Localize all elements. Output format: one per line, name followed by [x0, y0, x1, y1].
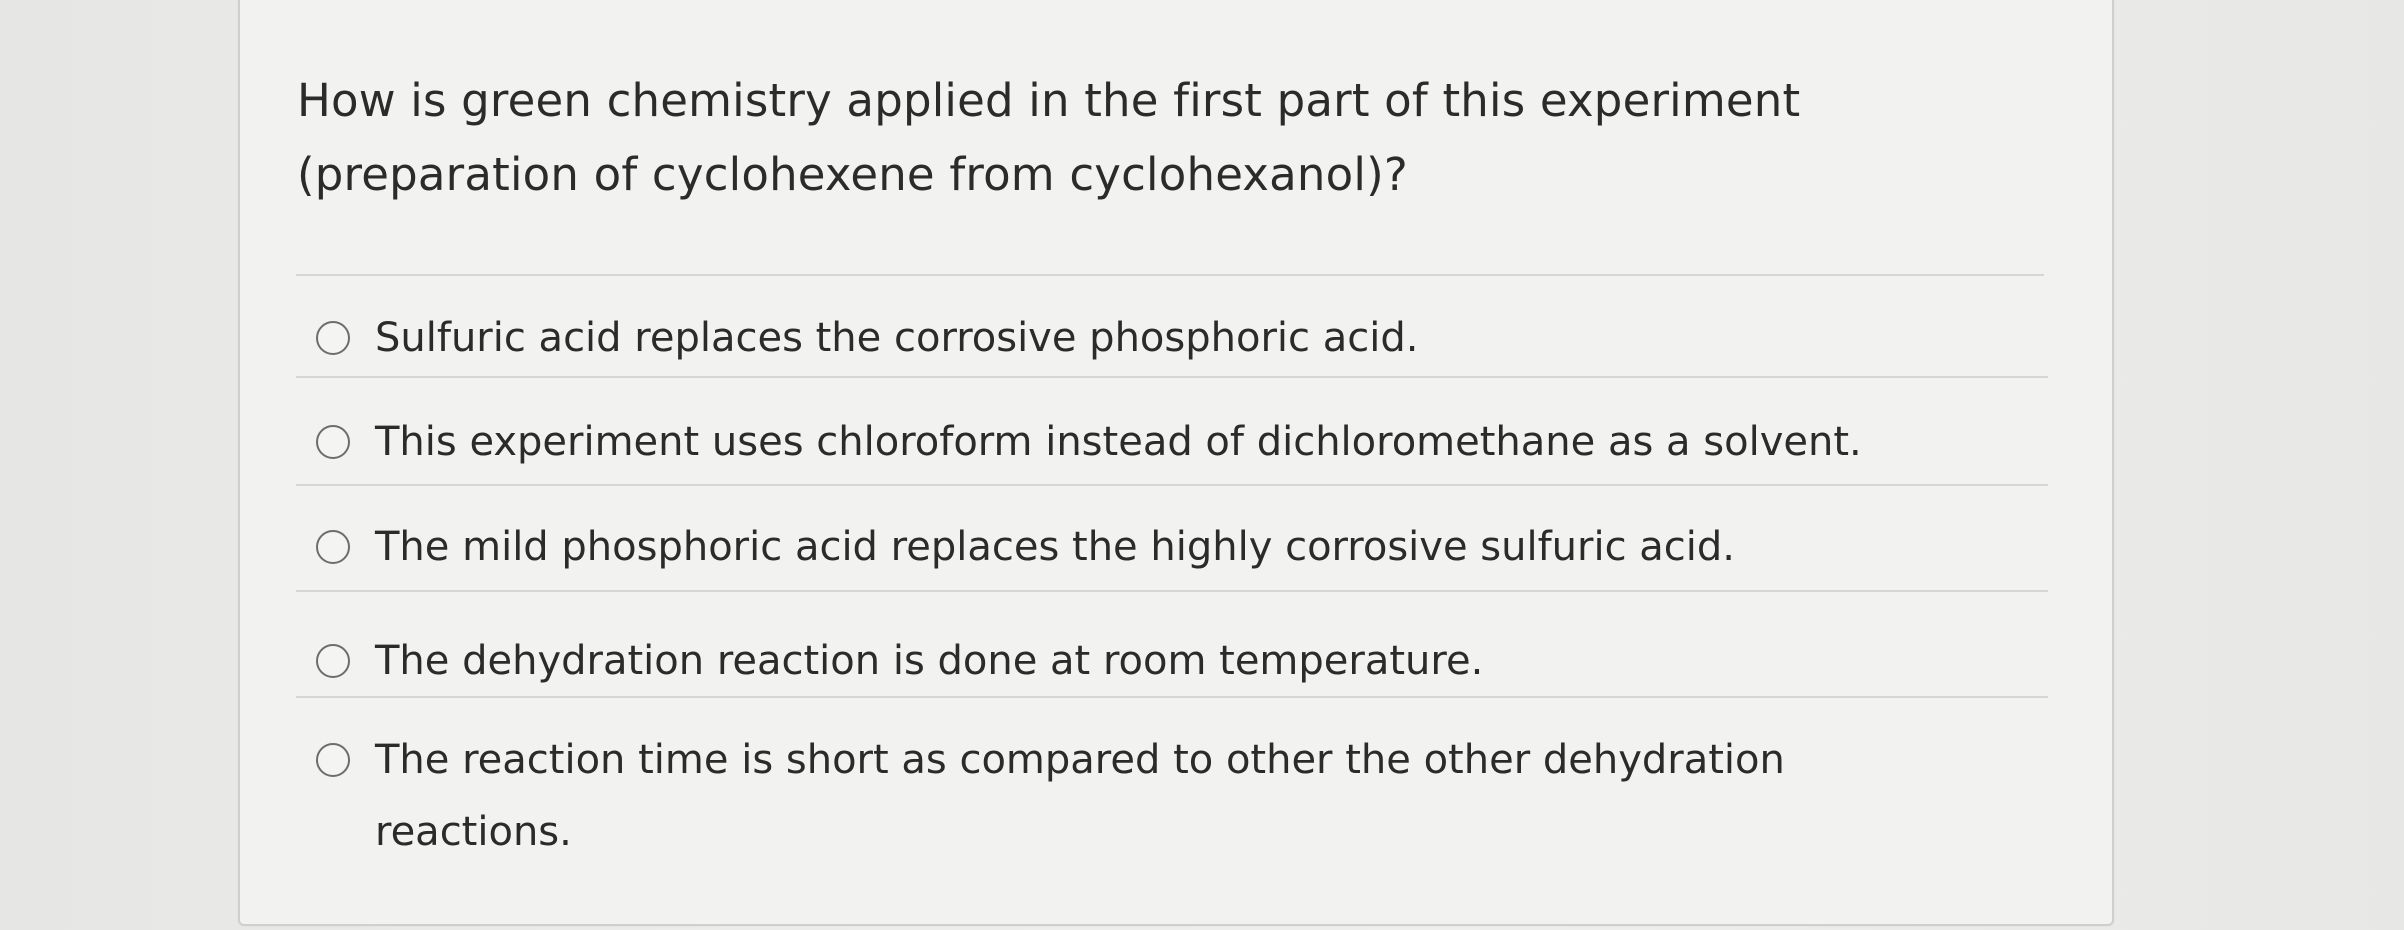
- answer-option-3[interactable]: [296, 486, 2048, 590]
- answer-option-label: The dehydration reaction is done at room temperature.: [375, 638, 1484, 684]
- question-divider: [296, 274, 2044, 276]
- answer-option-1[interactable]: [296, 300, 2048, 376]
- answer-option-4[interactable]: [296, 592, 2048, 696]
- radio-unselected-icon[interactable]: [316, 425, 350, 459]
- radio-unselected-icon[interactable]: [316, 321, 350, 355]
- answer-option-label: Sulfuric acid replaces the corrosive phosphoric acid.: [375, 315, 1419, 361]
- answer-option-2[interactable]: [296, 378, 2048, 484]
- answer-option-label: The mild phosphoric acid replaces the highly corrosive sulfuric acid.: [375, 524, 1735, 570]
- radio-unselected-icon[interactable]: [316, 644, 350, 678]
- answer-option-label: The reaction time is short as compared to other the other dehydration reactions.: [375, 737, 1785, 855]
- answer-option-5[interactable]: [296, 698, 2048, 855]
- radio-unselected-icon[interactable]: [316, 743, 350, 777]
- radio-unselected-icon[interactable]: [316, 530, 350, 564]
- answer-option-label: This experiment uses chloroform instead of dichloromethane as a solvent.: [375, 419, 1862, 465]
- question-text: How is green chemistry applied in the first part of this experiment (preparation of cyclohexene from cyclohexanol)?: [297, 74, 1801, 201]
